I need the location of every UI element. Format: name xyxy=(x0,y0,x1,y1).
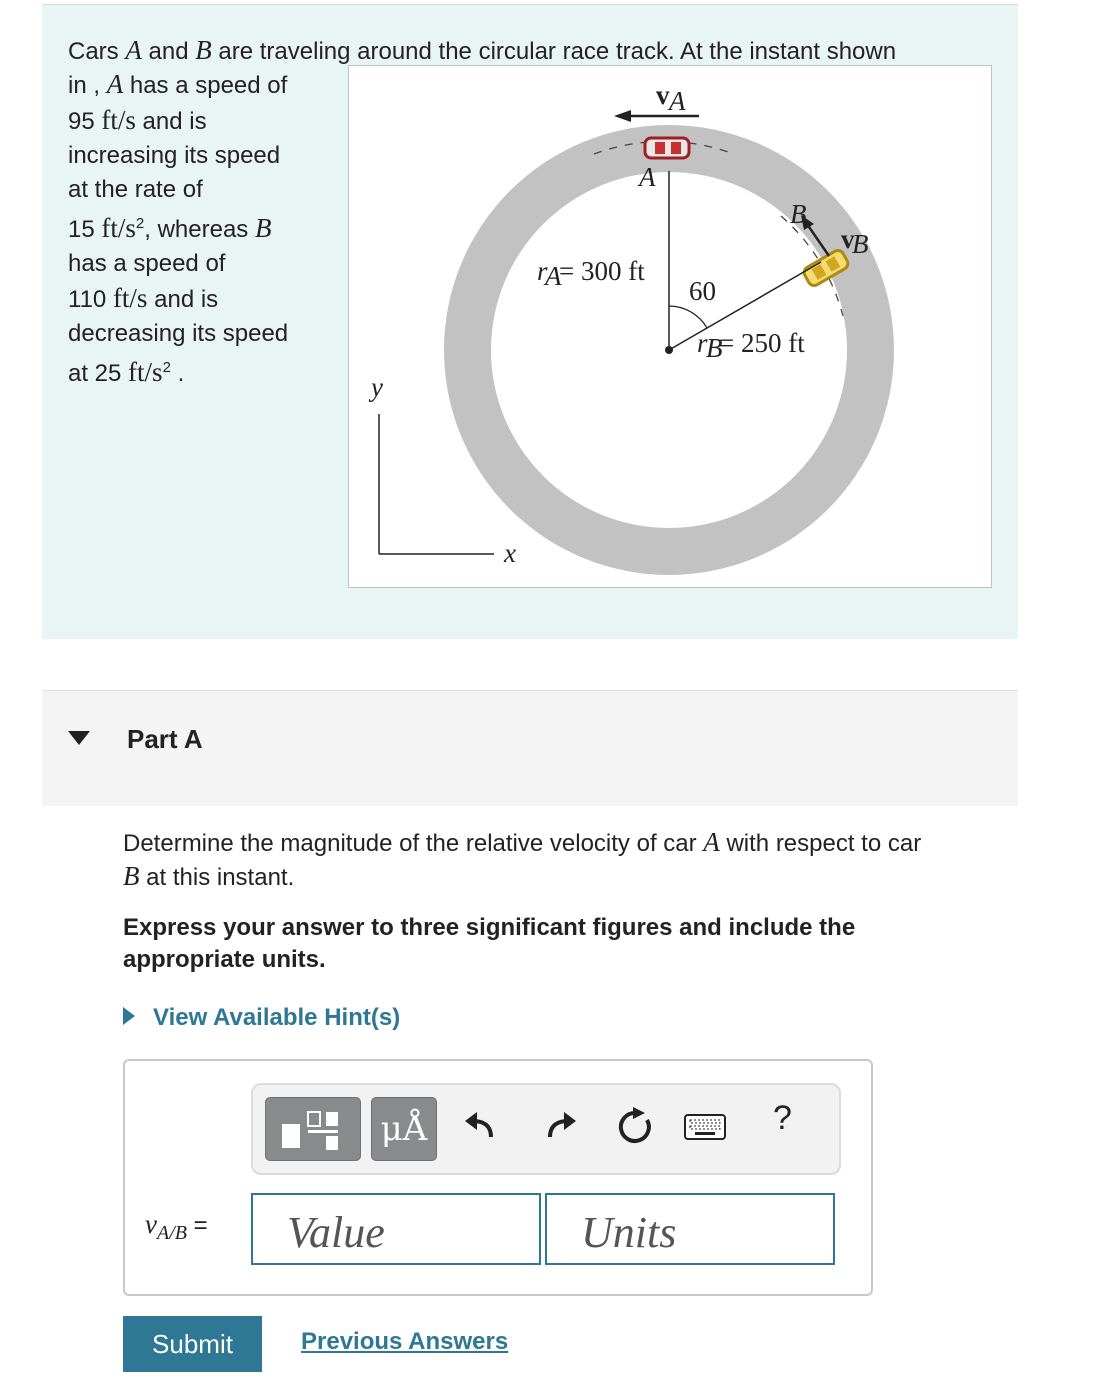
undo-icon[interactable] xyxy=(461,1107,501,1147)
race-track-figure xyxy=(348,65,992,588)
radius-a-subscript: A xyxy=(545,261,562,291)
y-axis-label: y xyxy=(371,372,383,402)
velocity-arrowhead-a xyxy=(614,110,631,122)
angle-label: 60 xyxy=(689,276,716,306)
keyboard-icon[interactable] xyxy=(683,1111,727,1143)
templates-button[interactable] xyxy=(265,1097,361,1161)
reset-icon[interactable] xyxy=(615,1107,655,1147)
car-b-label: B xyxy=(790,199,807,229)
templates-icon xyxy=(266,1098,360,1160)
answer-box xyxy=(123,1059,873,1296)
part-title: Part A xyxy=(127,724,203,754)
view-hints-link[interactable]: View Available Hint(s) xyxy=(123,1004,400,1032)
velocity-b-label: v xyxy=(841,224,855,254)
radius-a-value: = 300 ft xyxy=(559,256,645,286)
problem-panel xyxy=(42,4,1018,639)
value-input[interactable] xyxy=(251,1193,541,1265)
help-button[interactable]: ? xyxy=(773,1099,792,1137)
submit-button[interactable]: Submit xyxy=(123,1316,262,1372)
answer-variable-label: $v_{A/B}$ = xyxy=(145,1209,208,1244)
previous-answers-link[interactable]: Previous Answers xyxy=(301,1328,509,1355)
radius-b-symbol: r xyxy=(697,328,708,358)
car-a-icon xyxy=(645,138,689,158)
velocity-a-label: v xyxy=(656,80,670,110)
part-a-header[interactable] xyxy=(42,690,1018,806)
center-point xyxy=(665,346,673,354)
problem-text-line: Cars A and B are traveling around the circular race track. At the instant shown xyxy=(68,35,897,65)
x-axis-label: x xyxy=(504,538,516,568)
car-a-label: A xyxy=(639,162,656,192)
expand-caret-icon xyxy=(123,1007,135,1025)
race-track-diagram xyxy=(349,66,991,587)
problem-text-block: in , A has a speed of 95 ft/s and is increasing its speed at the rate of 15 $ft/s^2$, whereas B has a speed of 110 ft/s and is decreasing its speed at 25 $ft/s^2$ . xyxy=(68,69,289,387)
units-button[interactable]: μÅ xyxy=(371,1097,437,1161)
question-text: Determine the magnitude of the relative velocity of car A with respect to car B at this instant. xyxy=(123,827,922,891)
radius-b-value: = 250 ft xyxy=(719,328,805,358)
radius-a-symbol: r xyxy=(537,256,548,286)
math-toolbar xyxy=(251,1083,841,1175)
collapse-caret-icon[interactable] xyxy=(68,731,90,745)
velocity-b-subscript: B xyxy=(852,229,869,259)
redo-icon[interactable] xyxy=(540,1107,580,1147)
radius-b-subscript: B xyxy=(706,333,723,363)
units-input[interactable] xyxy=(545,1193,835,1265)
velocity-a-subscript: A xyxy=(669,86,686,116)
answer-instructions: Express your answer to three significant figures and include the appropriate units. xyxy=(123,914,856,973)
